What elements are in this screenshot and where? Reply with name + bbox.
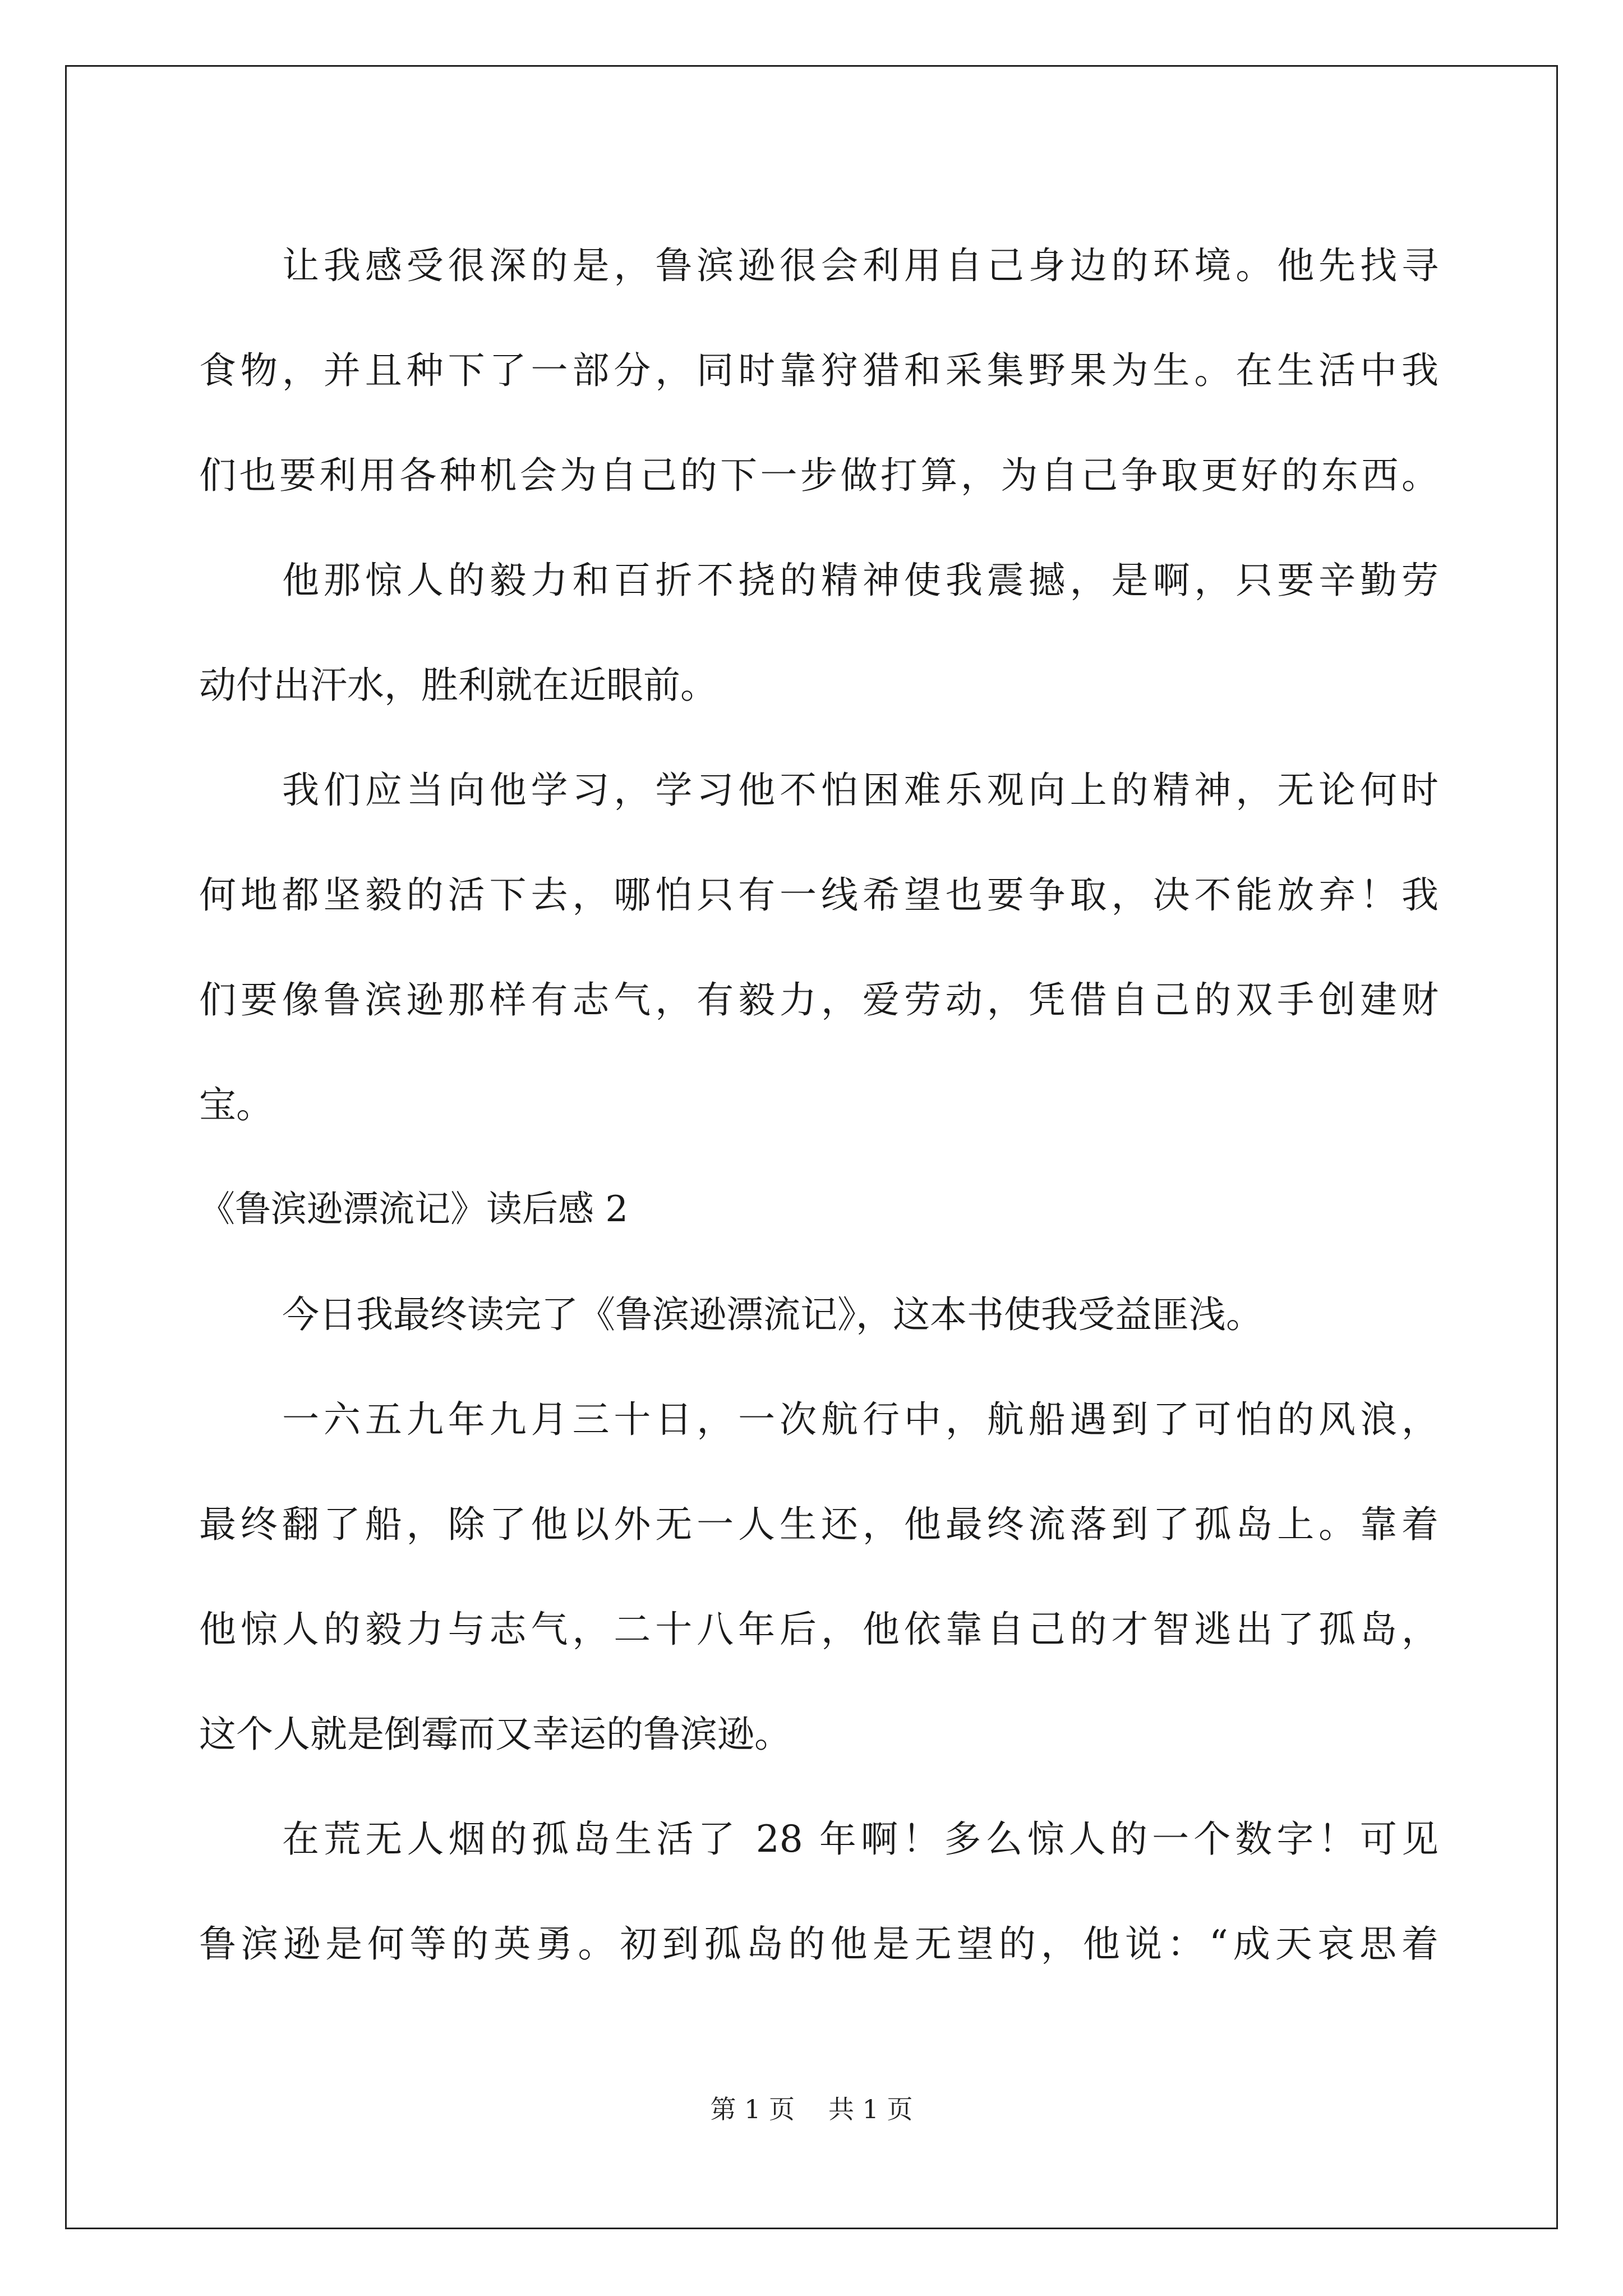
text-line: 何地都坚毅的活下去，哪怕只有一线希望也要争取，决不能放弃！我 <box>199 873 1438 917</box>
text-line: 鲁滨逊是何等的英勇。初到孤岛的他是无望的，他说：“成天哀思着 <box>199 1922 1438 1966</box>
text-line: 一六五九年九月三十日，一次航行中，航船遇到了可怕的风浪， <box>282 1398 1438 1441</box>
text-line: 最终翻了船，除了他以外无一人生还，他最终流落到了孤岛上。靠着 <box>199 1503 1438 1546</box>
page-footer <box>0 2092 1623 2126</box>
text-line: 宝。 <box>199 1083 273 1126</box>
text-line: 我们应当向他学习，学习他不怕困难乐观向上的精神，无论何时 <box>282 769 1438 812</box>
page-total: 共 1 页 <box>828 2094 913 2124</box>
text-line: 今日我最终读完了《鲁滨逊漂流记》，这本书使我受益匪浅。 <box>282 1293 1263 1336</box>
text-line: 们也要利用各种机会为自己的下一步做打算，为自己争取更好的东西。 <box>199 454 1438 497</box>
page-number: 第 1 页 <box>710 2094 795 2124</box>
text-line: 让我感受很深的是，鲁滨逊很会利用自己身边的环境。他先找寻 <box>282 244 1438 287</box>
document-body <box>199 213 1438 1996</box>
section-heading: 《鲁滨逊漂流记》读后感 2 <box>199 1189 629 1230</box>
text-line: 食物，并且种下了一部分，同时靠狩猎和采集野果为生。在生活中我 <box>199 349 1438 392</box>
text-line: 他惊人的毅力与志气，二十八年后，他依靠自己的才智逃出了孤岛， <box>199 1608 1438 1651</box>
text-line: 他那惊人的毅力和百折不挠的精神使我震撼，是啊，只要辛勤劳 <box>282 559 1438 602</box>
text-line: 动付出汗水，胜利就在近眼前。 <box>199 664 717 707</box>
text-line: 这个人就是倒霉而又幸运的鲁滨逊。 <box>199 1713 791 1756</box>
text-line: 们要像鲁滨逊那样有志气，有毅力，爱劳动，凭借自己的双手创建财 <box>199 978 1438 1022</box>
text-line: 在荒无人烟的孤岛生活了 28 年啊！多么惊人的一个数字！可见 <box>282 1818 1438 1861</box>
